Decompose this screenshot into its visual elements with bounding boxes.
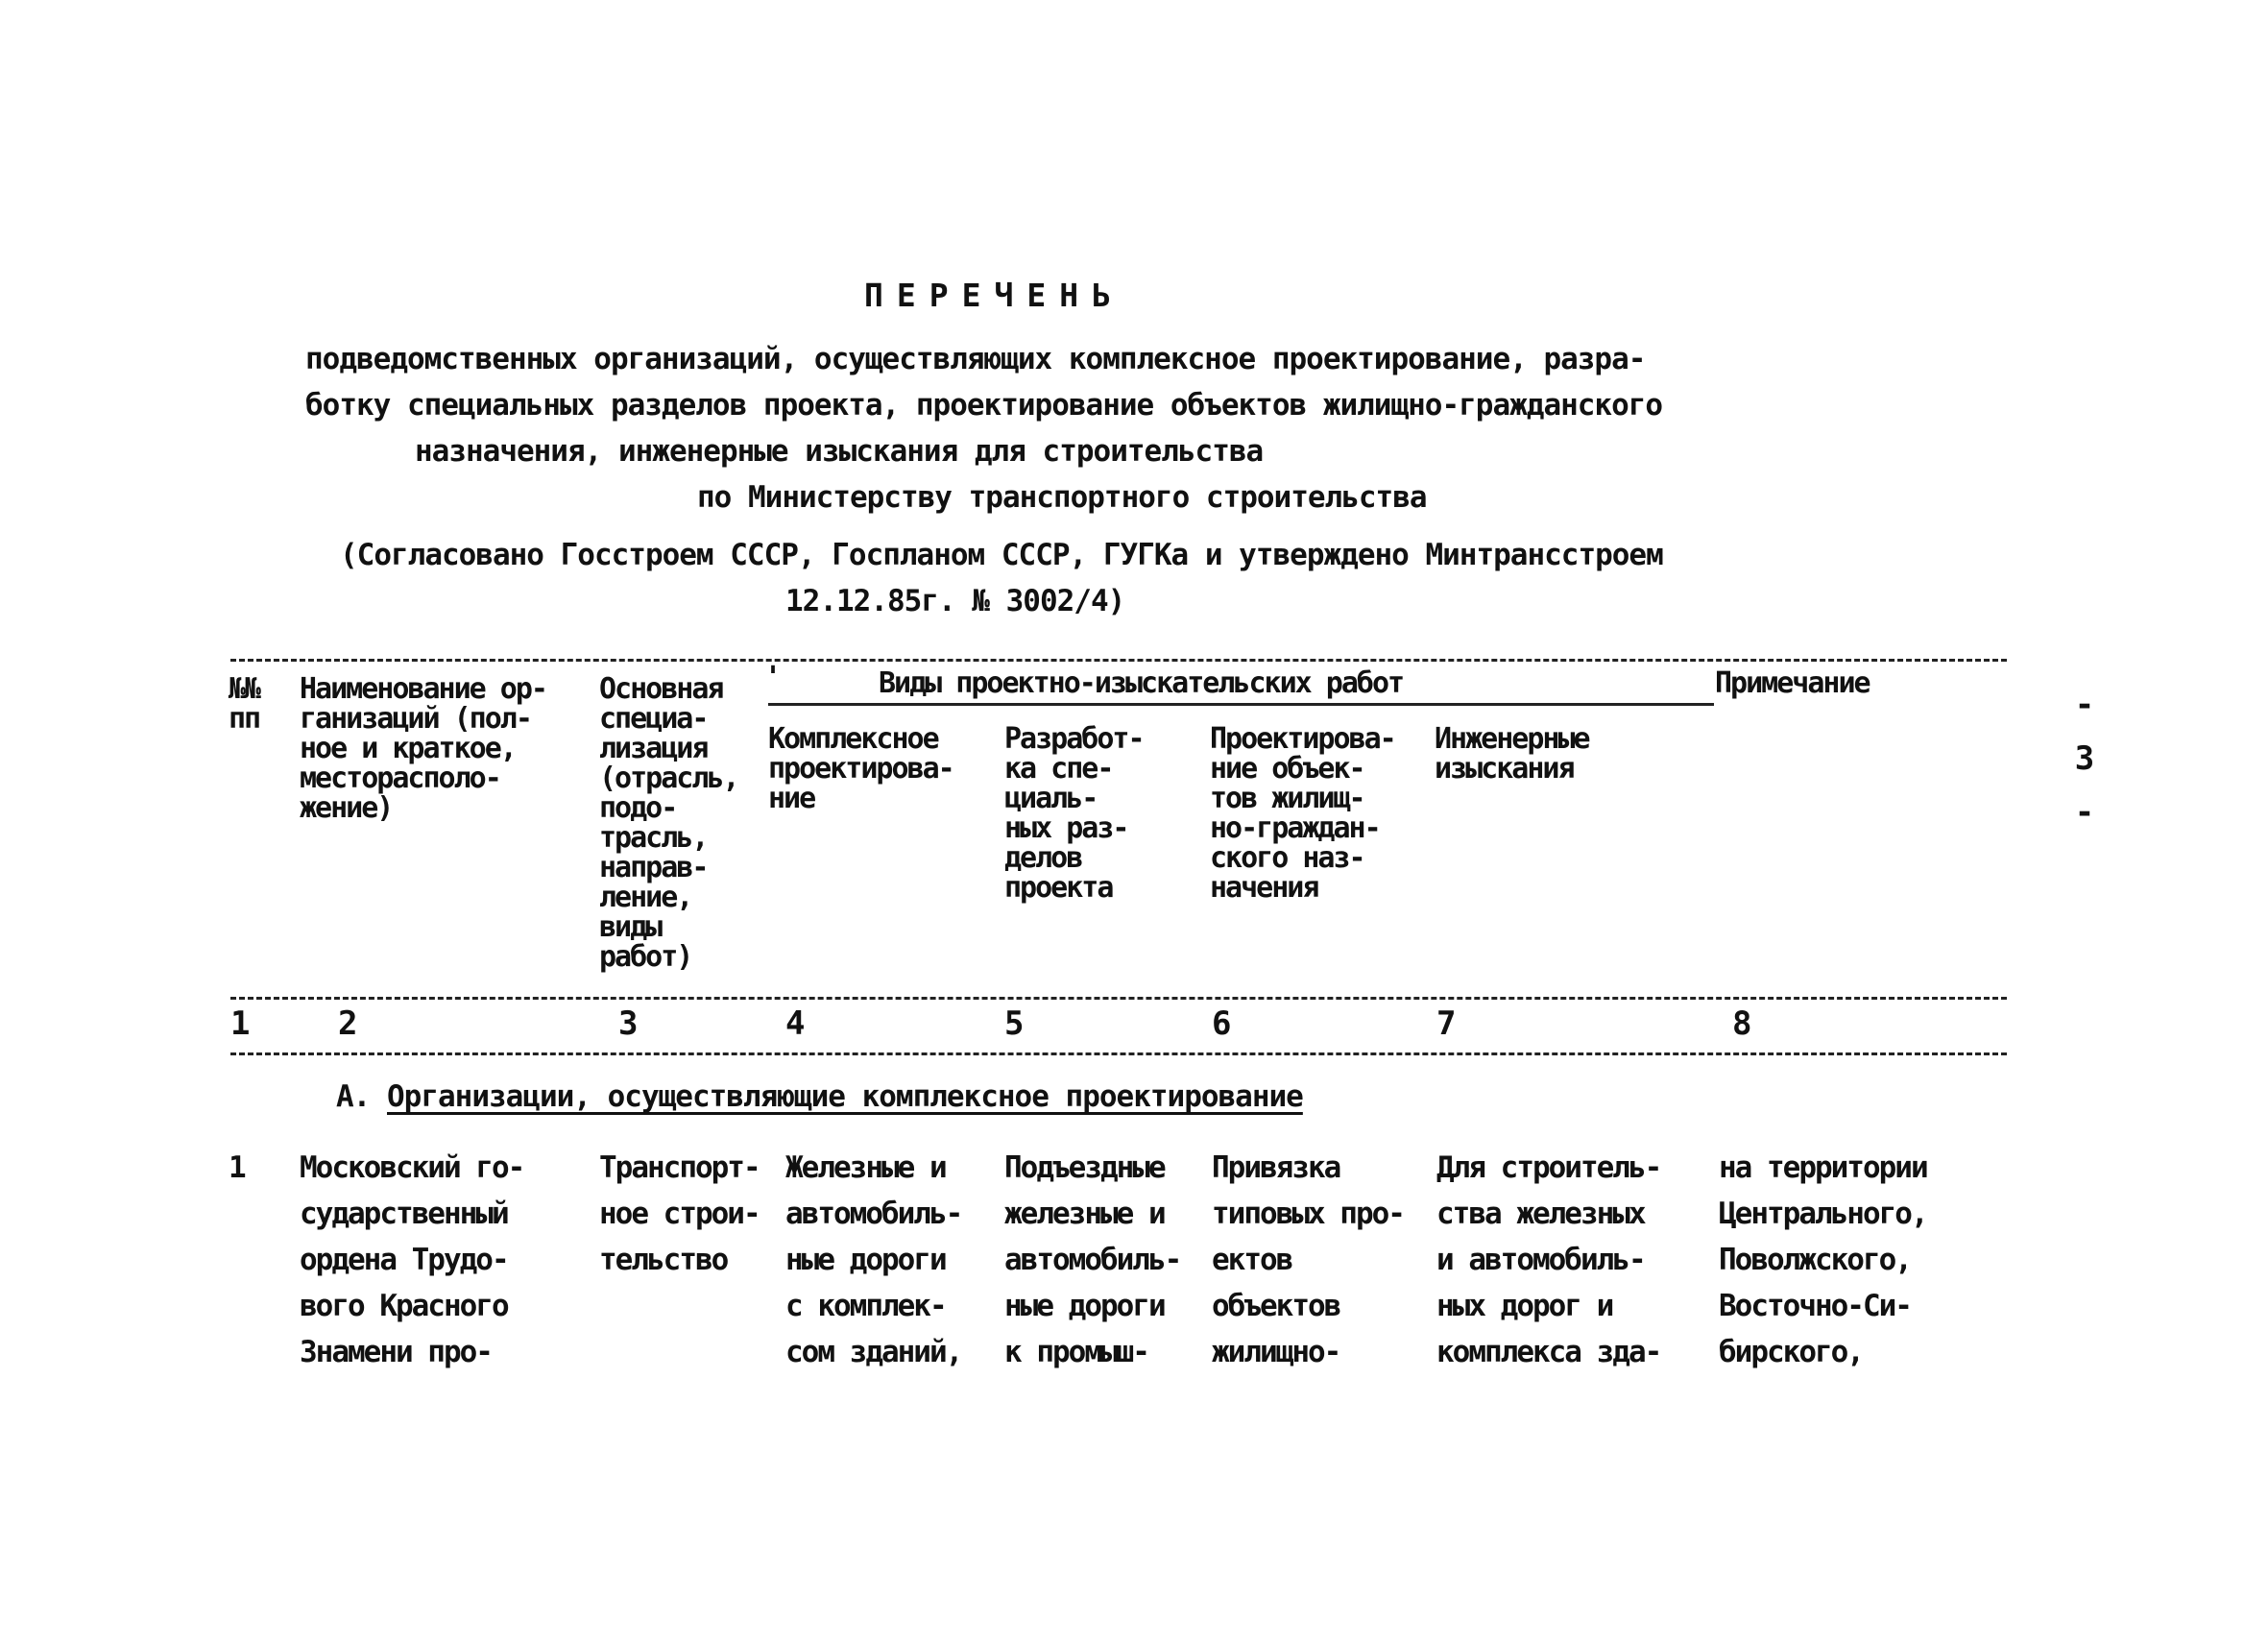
col-number-1: 1 xyxy=(230,1004,251,1043)
col-header-1: №№ пп xyxy=(229,672,260,736)
col-header-4: Комплексное проектирова- ние xyxy=(768,722,953,815)
page-mark-bottom: - xyxy=(2074,793,2095,832)
subtitle-line-3: назначения, инженерные изыскания для строительства xyxy=(415,434,1264,469)
column-number-rule-bottom xyxy=(230,1052,2007,1055)
table-row-1-cell-2: Московский го- сударственный ордена Трудо- вого Красного Знамени про- xyxy=(300,1150,524,1369)
col-header-2: Наименование ор- ганизаций (пол- ное и краткое, месторасполо- жение) xyxy=(300,672,546,825)
table-row-1-cell-5: Подъездные железные и автомобиль- ные дороги к промыш- xyxy=(1004,1150,1181,1369)
col-header-8: Примечание xyxy=(1715,666,1870,700)
table-row-1-cell-8: на территории Центрального, Поволжского, Восточно-Си- бирского, xyxy=(1719,1150,1927,1369)
table-row-1-cell-4: Железные и автомобиль- ные дороги с комплек- сом зданий, xyxy=(785,1150,962,1369)
approval-line-2: 12.12.85г. № 3002/4) xyxy=(785,584,1125,618)
document-title: ПЕРЕЧЕНЬ xyxy=(864,277,1124,314)
subtitle-line-4: по Министерству транспортного строительства xyxy=(697,480,1427,515)
column-number-rule-top xyxy=(230,997,2007,1000)
section-prefix: А. xyxy=(336,1079,371,1114)
col-header-3: Основная специа- лизация (отрасль, подо- трасль, направ- ление, виды работ) xyxy=(599,672,738,974)
table-top-rule xyxy=(230,659,2007,662)
group-header-tick: ' xyxy=(764,661,781,694)
subtitle-line-2: ботку специальных разделов проекта, проектирование объектов жилищно-гражданского xyxy=(305,388,1663,423)
col-number-5: 5 xyxy=(1004,1004,1025,1043)
col-header-6: Проектирова- ние объек- тов жилищ- но-граждан- ского наз- начения xyxy=(1210,722,1395,905)
table-row-1-cell-7: Для строитель- ства железных и автомобиль- ных дорог и комплекса зда- xyxy=(1436,1150,1661,1369)
approval-line-1: (Согласовано Госстроем СССР, Госпланом СССР, ГУГКа и утверждено Минтрансстроем xyxy=(340,538,1663,572)
col-number-8: 8 xyxy=(1732,1004,1752,1043)
col-number-4: 4 xyxy=(785,1004,806,1043)
group-header-rule xyxy=(768,703,1714,706)
col-header-7: Инженерные изыскания xyxy=(1435,722,1589,786)
col-number-7: 7 xyxy=(1436,1004,1457,1043)
col-number-3: 3 xyxy=(618,1004,639,1043)
table-row-1-cell-1: 1 xyxy=(229,1150,245,1185)
section-title: Организации, осуществляющие комплексное проектирование xyxy=(387,1079,1303,1114)
section-heading xyxy=(336,1079,1303,1114)
col-number-6: 6 xyxy=(1212,1004,1232,1043)
table-row-1-cell-3: Транспорт- ное строи- тельство xyxy=(599,1150,760,1277)
col-number-2: 2 xyxy=(338,1004,358,1043)
group-header: Виды проектно-изыскательских работ xyxy=(879,666,1404,700)
subtitle-line-1: подведомственных организаций, осуществляющих комплексное проектирование, разра- xyxy=(305,342,1646,376)
table-row-1-cell-6: Привязка типовых про- ектов объектов жилищно- xyxy=(1212,1150,1404,1369)
page-mark-top: - xyxy=(2074,686,2095,724)
page-number: 3 xyxy=(2074,739,2095,778)
col-header-5: Разработ- ка спе- циаль- ных раз- делов проекта xyxy=(1004,722,1144,905)
